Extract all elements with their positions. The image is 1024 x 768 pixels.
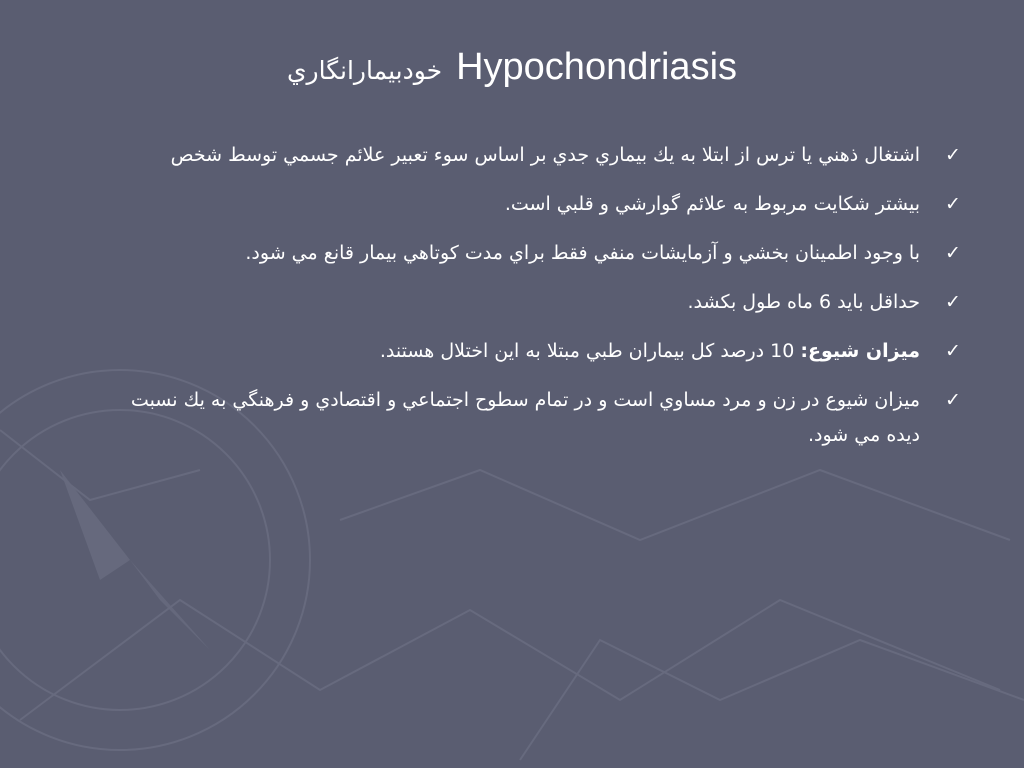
bullet-text: حداقل بايد 6 ماه طول بكشد. [687,291,920,313]
bullet-text: ميزان شيوع در زن و مرد مساوي است و در تمام سطوح اجتماعي و اقتصادي و فرهنگي به يك نسبت ديده مي شود. [130,389,920,446]
bullet-item [104,236,964,271]
check-mark-icon: ✓ [945,193,961,215]
bullet-text: 10 درصد كل بيماران طبي مبتلا به اين اختلال هستند. [379,340,801,362]
title-english: Hypochondriasis [456,46,738,88]
bullet-text: اشتغال ذهني يا ترس از ابتلا به يك بيماري جدي بر اساس سوء تعبير علائم جسمي توسط شخص [170,144,920,166]
bullet-list [104,138,964,467]
slide-title [0,46,1024,89]
check-mark-icon: ✓ [945,291,961,313]
check-mark-icon: ✓ [945,340,961,362]
check-mark-icon: ✓ [945,242,961,264]
bullet-text: بيشتر شكايت مربوط به علائم گوارشي و قلبي است. [504,193,920,215]
bullet-item [104,138,964,173]
bullet-item [104,285,964,320]
bullet-item [104,383,964,453]
bullet-lead: ميزان شيوع: [800,340,920,362]
check-mark-icon: ✓ [945,389,961,411]
bullet-item [104,334,964,369]
bullet-item [104,187,964,222]
check-mark-icon: ✓ [945,144,961,166]
bullet-text: با وجود اطمينان بخشي و آزمايشات منفي فقط براي مدت كوتاهي بيمار قانع مي شود. [245,242,920,264]
title-persian: خودبيمارانگاري [286,56,443,85]
